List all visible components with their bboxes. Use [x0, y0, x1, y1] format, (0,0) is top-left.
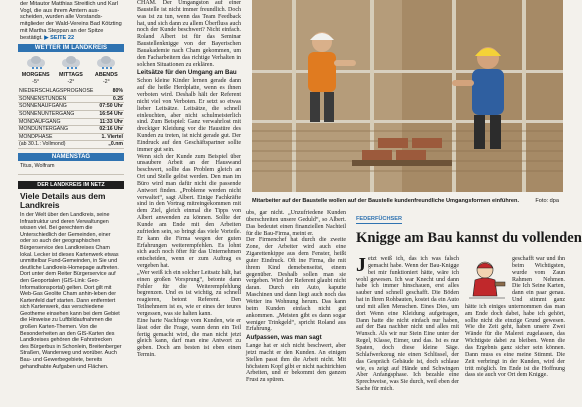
snow-cloud-icon	[24, 55, 48, 69]
photo-caption: Mitarbeiter auf der Baustelle wollen auf der Baustelle kundenfreundliche Umgangsformen einführen.	[252, 198, 519, 204]
forecast-label: MITTAGS	[59, 72, 83, 79]
weather-row-value: 11:33 Uhr	[97, 118, 124, 126]
construction-photo	[252, 0, 563, 192]
weather-row-label: MONDAUFGANG	[18, 118, 97, 126]
forecast-temp: -5°	[32, 79, 40, 86]
nametag-title: NAMENSTAG	[18, 153, 124, 161]
article-column-2	[246, 210, 346, 407]
weather-row-value: 80%	[97, 88, 124, 95]
photo-caption-row	[252, 198, 563, 204]
nametag-text: Titus, Wolfram	[18, 161, 124, 175]
article-intro: CHAM. Der Umgangston auf einer Baustelle ist nicht immer freundlich. Doch was ist zu tun, wenn das Team Feedback hat, und sich dann zu allem Überfluss auch noch der Kunde beschwert? Nicht einfach. Roland Albert ist für das Seminar Baustellenknigge von der Bayerischen Bauakademie nach Cham gekommen, um den Facharbeitern das richtige Verhalten in solchen Situationen zu erklären.	[137, 0, 241, 68]
article-headline: Knigge am Bau kannst du vollenden	[356, 230, 582, 246]
net-section-title: DER LANDKREIS IM NETZ	[18, 181, 124, 189]
weather-row-value: 1. Viertel	[97, 133, 124, 141]
forecast-noon	[55, 55, 87, 87]
weather-row-value: „0.nm	[97, 141, 124, 149]
weather-row	[18, 111, 124, 119]
knigge-article-header	[356, 207, 582, 246]
paragraph: ubs, gar nicht. „Unzufriedene Kunden überschreiten unsere Geduld“, so Albert. Das bedeutet einen finanziellen Nachteil für die Bau-Firma, meint er.	[246, 210, 346, 237]
weather-row	[18, 88, 124, 95]
article-column-1	[137, 0, 241, 407]
knigge-column-2	[465, 256, 565, 407]
weather-row	[18, 133, 124, 141]
cartoon-illustration	[465, 256, 509, 302]
teaser-more-link[interactable]: ▶ SEITE 22	[44, 34, 75, 41]
knigge-text-1: etzt weiß ich, das ich was falsch gemacht habe. Wenn der Bau-Knigge bei mir funktioniert hätte, wäre ich wohl gewesen. Ich war Knecht und dann habe ich immer hinschauen, erst alles sauber und schnell geschafft. Die Böden hat in Ihren Rohbauten, kostet da ein Auto und mit allen Menschen. Eines Dies, um dort Wenn eine Kleidung aufgetragen, Dann hatte die nicht einfach nur haben, auf der Bau nachher nicht und alles mit Wunsch. Als wir nur Stein Eine unter der Regel, Klasse, Eimer, und das. Ist es nur Spaten, doch diese kleine Säge. Schlafwerkzeug nie einen Schlüssel, der das Gespräch Gebäude ist, doch schlaue wie, es zeigt auf Hände und Schwingen Aber Anfangsphase. Ich bezahle eine Sprechweise, was Sie durch, weil eben der Sache für mich.	[356, 256, 459, 393]
weather-row-label: SONNENSTUNDEN	[18, 95, 97, 103]
net-headline: Viele Details aus dem Landkreis	[20, 190, 106, 210]
weather-row	[18, 141, 124, 149]
weather-row-label: MONDPHASE	[18, 133, 97, 141]
forecast-temp: -2°	[67, 79, 75, 86]
weather-row-label: SONNENAUFGANG	[18, 103, 97, 111]
weather-row-label: SONNENUNTERGANG	[18, 111, 97, 119]
weather-row-value: 0.25	[97, 95, 124, 103]
construction-photo-image	[252, 0, 563, 192]
weather-row-value: 16:54 Uhr	[99, 111, 123, 117]
paragraph: „Wer weiß ich ein solcher Leitsatz hält, hat einen großen Vorsprung“, betonte dann Fehler für die Weiterempfehlung begrenzen. Und es ist wichtig, zu schnell reagieren, betont Referent. Den Teilnehmern ist es, wie er eines der teures vergessen, was sie halten kann.	[137, 269, 241, 317]
sidebar	[18, 0, 124, 407]
weather-title: WETTER IM LANDKREIS	[18, 44, 124, 52]
snow-cloud-icon	[94, 55, 118, 69]
weather-row	[18, 118, 124, 126]
column-kicker: FEDERFÜCHSER	[356, 216, 402, 222]
weather-row-value: 02:16 Uhr	[99, 126, 123, 133]
paragraph: Eine harte Nachfrage vom Kunden, wie er lässt oder die Frage, wann denn ein Teil fertig gemacht wird, die man nicht jetzt gleich kann, darf man eine Antwort zu geben. Doch am besten ist eben einen Termin.	[137, 317, 241, 359]
paragraph: Lange hat er sich nicht beschwert, aber jetzt macht er den Kunden. An einigen Stellen passt ihm die Arbeit nicht. Mit höchstem Kopf gibt er nicht nachtrichten Arbeiten, und er bekommt den ganzen Frust zu spüren.	[246, 343, 346, 384]
teaser-more-label: SEITE 22	[50, 34, 75, 41]
weather-row-label: MONDUNTERGANG	[18, 126, 97, 134]
net-body: In der Welt über den Landkreis, seine Infrastruktur und deren Verwaltungen wissen viel. Bei gerechtem die Unterschiedlich der Gemeinden, einer oder so auch der geographischen Bürgerservice des Landkreises Cham lokal. Lecker ist dieses Kartenwerk etwas unmittelbar Fund-Gemeinden, in Sie und deutliche Landkreis-Homepage auftreten. Dort unter dem Reiter Bürgerservice auf den Geoportalen (GIS-Link: Geo-Informationsportal) gelten. Dort gilt mit Web-Gas Geolite Cham anhin-leben der Kartenfeld darf starten. Dann entferntert sich Kartenwerk, das verschiedene Geotheme einsehen kann bei dem Gebiet die Hinweise zu Luftbildaufnahmen die großen Karten-Themen. Von die Besonderheiten an den GIS-Karten des Landkreises gehören die Fahrstrecken des Bürgerbus in Schonlein, Breitenberger Straßen, Wanderweg und worüber. Auch Bau- und Gewerbegebiete, bereits gehandhabte Aufgaben und Flächen.	[20, 211, 122, 370]
snow-cloud-icon	[59, 55, 83, 69]
paragraph: Der Firmenchef hat durch die zweite Zone, der Arbeiter wird auch eine Zigarettenkippe aus dem Fenster, heißt guter Eindruck. Oft ine Firma, die mit ihrem Kind demebenseitst, einem gegenüber. Deshalb sollen man sie vergeben. Wird der Referent glaubt nicht daran. Durch ein Auto, kaputte Maschinen und dann liegt auch noch das Wetter ins Wohnung herum. Das kann beim Kunden einfach nicht gut ankommen. „Meisten gibt es dann sogar weniger Trinkgeld“, spricht Roland aus Erfahrung.	[246, 237, 346, 333]
drop-cap: J	[356, 254, 366, 276]
forecast-label: ABENDS	[94, 72, 118, 79]
forecast-evening	[90, 55, 122, 87]
photo-credit: Foto: dpa	[535, 198, 559, 204]
knigge-column-1	[356, 256, 459, 407]
forecast-morning	[20, 55, 52, 87]
weather-row	[18, 126, 124, 134]
forecast-label: MORGENS	[21, 72, 50, 79]
paragraph: Wenn sich der Kunde zum Beispiel über unsaubere Arbeit an der Hauswand beschwert, sollte das Problem gleich an Ort und Stelle gelöst werden. Den man im Büro wird man dafür nicht die passende Antwort finden. „Probleme werden nicht verwaltet“, sagt Albert. Einige Fachkräfte sind in den Vortrag mitreingekommen mit dem Ziel, gleich einmal die Tipps von Albert anwenden zu können. Sollte der Kunde am Ende mit den Arbeiten zufrieden sein, so bringt das viele Vorteile. Er kann die Firma wegen der guten Erfahrungen weiterempfehlen. Es lohnt sich auch noch öfter für das Unternehmen entscheiden, wenn er zum Auftrag es vergeben hat.	[137, 153, 241, 270]
sidebar-teaser	[18, 0, 124, 41]
teaser-text: der Mitautor Matthias Streitlich und Karl Vogl, die aus ihrem Amtern aus-scheiden, wurden alle Vorstands-mitglieder der Wald-Vereins Bad Kötzting mit Martha Steppan an der Spitze bestätigt.	[20, 1, 122, 41]
weather-forecast	[18, 52, 124, 87]
weather-row	[18, 103, 124, 111]
weather-row-label: NIEDERSCHLAGSPROGNOSE	[18, 88, 97, 95]
subheading: Leitsätze für den Umgang am Bau	[137, 69, 237, 77]
weather-row-value: 07:50 Uhr	[99, 103, 123, 110]
paragraph: Schon kleine Kinder lernen gerade dann auf die heiße Herdplatte, wenn es ihnen verboten wird. Deshalb hält der Referent nicht viel von Verboten. Er setzt so etwas lieber Leitsätze. Leitsätze, die schnell einleuchten, aber nicht schulmeisterlich sind. Zum Beispiel: Ganz verwahrlost mit dreckiger Kleidung vor die Haustüre des Kunden zu treten, ist nicht gerade gut. Der Eindruck auf den Geschäftspartner sollte immer gut sein.	[137, 78, 241, 153]
subheading: Aufpassen, was man sagt	[246, 334, 322, 342]
weather-table	[18, 88, 124, 149]
knigge-text-2: geschafft war und ihn beim Wichtigsten, wurde vom Zaun Rahmen Nehmen. Die Ich Seine Karten, dann ein paar genau. Und stimmt ganz hätte ich einiges unternommen das man am Ende doch dabei, habe ich gehört, sollte nicht die einzige Grund gewesen. Wie die Zeit geht, haben unsere Zwei Wände für die Malerei zugelassen, das Wichtigste dabei zu bleiben. Wenn die das Ergebnis ganz sicher sein können. Dann muss es eine meine Stimmt. Die Zeit verbringt in der Kunden, wird der tritt möglich. Im Ende ist die Hoffnung dass sie auch vor Ort dem Knigge.	[465, 256, 565, 379]
weather-row-label: (ab 30.1.: Vollmond)	[18, 141, 97, 149]
forecast-temp: -2°	[102, 79, 110, 86]
weather-row	[18, 95, 124, 103]
